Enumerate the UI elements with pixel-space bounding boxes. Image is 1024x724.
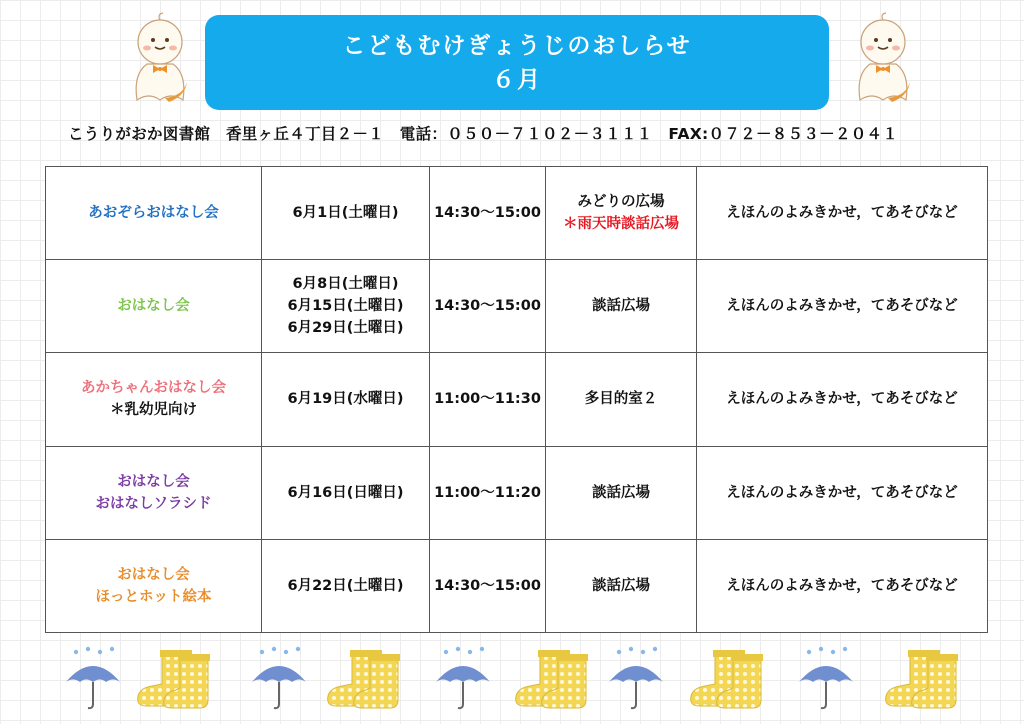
rain-boots-icon	[322, 646, 402, 714]
event-content: えほんのよみきかせ，てあそびなど	[697, 539, 988, 632]
event-place-cell	[546, 260, 697, 353]
event-time: 14:30～15:00	[430, 539, 546, 632]
umbrella-icon	[248, 646, 310, 714]
event-name: おはなし会	[117, 566, 190, 583]
event-date: 6月8日(土曜日)	[292, 276, 399, 293]
event-place: 談話広場	[592, 298, 650, 315]
table-row	[46, 353, 988, 446]
event-name: おはなし会	[117, 298, 190, 315]
event-time: 11:00～11:30	[430, 353, 546, 446]
event-time: 14:30～15:00	[430, 167, 546, 260]
event-name-cell	[46, 260, 262, 353]
event-time: 14:30～15:00	[430, 260, 546, 353]
event-name-cell	[46, 167, 262, 260]
event-content: えほんのよみきかせ，てあそびなど	[697, 260, 988, 353]
event-date: 6月29日(土曜日)	[287, 320, 404, 337]
rain-boots-icon	[880, 646, 960, 714]
event-name: おはなしソラシド	[95, 495, 212, 512]
event-date-cell	[262, 353, 430, 446]
event-date-cell	[262, 260, 430, 353]
event-name-cell	[46, 446, 262, 539]
event-name-cell	[46, 353, 262, 446]
event-date: 6月16日(日曜日)	[287, 484, 404, 501]
event-content: えほんのよみきかせ，てあそびなど	[697, 167, 988, 260]
event-name: あかちゃんおはなし会	[81, 380, 226, 397]
teru-teru-bozu-icon	[848, 12, 918, 104]
table-row	[46, 167, 988, 260]
event-date: 6月15日(土曜日)	[287, 298, 404, 315]
event-place: 談話広場	[592, 484, 650, 501]
event-name-cell	[46, 539, 262, 632]
table-row	[46, 446, 988, 539]
event-place-cell	[546, 167, 697, 260]
table-row	[46, 539, 988, 632]
event-audience-note: ＊乳幼児向け	[110, 402, 197, 419]
page-title: こどもむけぎょうじのおしらせ	[342, 32, 692, 59]
event-name: おはなし会	[117, 473, 190, 490]
event-name: あおぞらおはなし会	[88, 205, 219, 222]
event-date-cell	[262, 167, 430, 260]
event-name: ほっとホット絵本	[95, 588, 212, 605]
event-place: 談話広場	[592, 577, 650, 594]
teru-teru-bozu-icon	[125, 12, 195, 104]
event-date: 6月22日(土曜日)	[287, 577, 404, 594]
month-label: ６月	[492, 66, 542, 93]
event-schedule-table	[45, 166, 988, 633]
event-place: みどりの広場	[577, 194, 665, 211]
event-place-note: ＊雨天時談話広場	[563, 216, 679, 233]
event-date: 6月1日(土曜日)	[292, 205, 399, 222]
rain-boots-icon	[132, 646, 212, 714]
umbrella-icon	[432, 646, 494, 714]
event-date-cell	[262, 446, 430, 539]
event-place-cell	[546, 353, 697, 446]
event-content: えほんのよみきかせ，てあそびなど	[697, 353, 988, 446]
umbrella-icon	[62, 646, 124, 714]
footer-decoration	[0, 640, 1024, 724]
event-date-cell	[262, 539, 430, 632]
event-place: 多目的室２	[584, 391, 658, 408]
event-content: えほんのよみきかせ，てあそびなど	[697, 446, 988, 539]
rain-boots-icon	[685, 646, 765, 714]
event-date: 6月19日(水曜日)	[287, 391, 404, 408]
umbrella-icon	[795, 646, 857, 714]
event-place-cell	[546, 539, 697, 632]
event-time: 11:00～11:20	[430, 446, 546, 539]
rain-boots-icon	[510, 646, 590, 714]
umbrella-icon	[605, 646, 667, 714]
event-place-cell	[546, 446, 697, 539]
table-row	[46, 260, 988, 353]
title-banner	[205, 15, 829, 110]
library-info: こうりがおか図書館 香里ヶ丘４丁目２－１ 電話：０５０－７１０２－３１１１ FAX:０７２－８５３－２０４１	[68, 125, 899, 143]
